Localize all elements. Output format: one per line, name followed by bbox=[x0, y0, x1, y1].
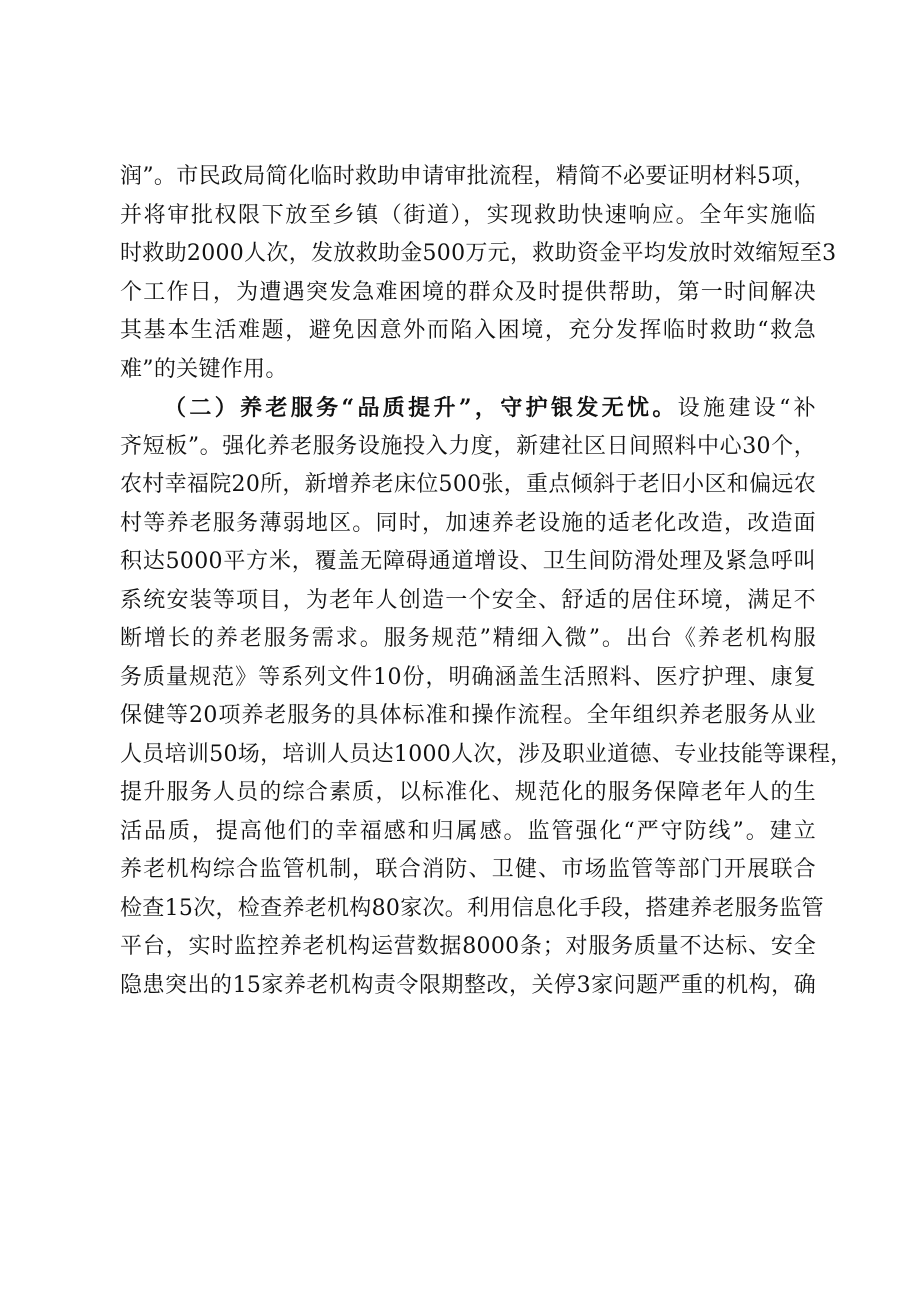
paragraph-2-line-15: 平台，实时监控养老机构运营数据8000条；对服务质量不达标、安全 bbox=[120, 934, 816, 959]
paragraph-2-line-8: 务质量规范》等系列文件10份，明确涵盖生活照料、医疗护理、康复 bbox=[120, 664, 816, 690]
paragraph-2-first-line bbox=[120, 389, 816, 428]
paragraph-2-line-14: 检查15次，检查养老机构80家次。利用信息化手段，搭建养老服务监管 bbox=[120, 895, 824, 921]
paragraph-2-line-10: 人员培训50场，培训人员达1000人次，涉及职业道德、专业技能等课程， bbox=[120, 741, 853, 767]
paragraph-1-line-6: 难”的关键作用。 bbox=[120, 356, 288, 382]
paragraph-2-line-11: 提升服务人员的综合素质，以标准化、规范化的服务保障老年人的生 bbox=[120, 780, 816, 805]
paragraph-2-line-13: 养老机构综合监管机制，联合消防、卫健、市场监管等部门开展联合 bbox=[120, 857, 816, 882]
paragraph-1-line-1: 润”。市民政局简化临时救助申请审批流程，精简不必要证明材料5项， bbox=[120, 164, 816, 189]
paragraph-2-line-16: 隐患突出的15家养老机构责令限期整改，关停3家问题严重的机构，确 bbox=[120, 972, 816, 998]
paragraph-2-line-7: 断增长的养老服务需求。服务规范”精细入微”。出台《养老机构服 bbox=[120, 626, 816, 651]
paragraph-2-line-9: 保健等20项养老服务的具体标准和操作流程。全年组织养老服务从业 bbox=[120, 703, 816, 728]
body-text bbox=[120, 158, 853, 1005]
paragraph-2-first-line-rest: 设施建设“补 bbox=[677, 396, 816, 421]
section-heading: （二）养老服务“品质提升”，守护银发无忧。 bbox=[164, 395, 678, 421]
paragraph-2-line-6: 系统安装等项目，为老年人创造一个安全、舒适的居住环境，满足不 bbox=[120, 587, 816, 613]
paragraph-2-line-5: 积达5000平方米，覆盖无障碍通道增设、卫生间防滑处理及紧急呼叫 bbox=[120, 549, 816, 574]
paragraph-2-line-3: 农村幸福院20所，新增养老床位500张，重点倾斜于老旧小区和偏远农 bbox=[120, 472, 816, 497]
paragraph-1-line-4: 个工作日，为遭遇突发急难困境的群众及时提供帮助，第一时间解决 bbox=[120, 279, 816, 305]
paragraph-1-line-3: 时救助2000人次，发放救助金500万元，救助资金平均发放时效缩短至3 bbox=[120, 241, 837, 266]
paragraph-1-line-2: 并将审批权限下放至乡镇（街道），实现救助快速响应。全年实施临 bbox=[120, 202, 816, 228]
paragraph-2-line-12: 活品质，提高他们的幸福感和归属感。监管强化“严守防线”。建立 bbox=[120, 818, 816, 844]
paragraph-2-line-2: 齐短板”。强化养老服务设施投入力度，新建社区日间照料中心30个， bbox=[120, 433, 816, 459]
paragraph-1-line-5: 其基本生活难题，避免因意外而陷入困境，充分发挥临时救助“救急 bbox=[120, 318, 816, 343]
paragraph-2-line-4: 村等养老服务薄弱地区。同时，加速养老设施的适老化改造，改造面 bbox=[120, 510, 816, 536]
